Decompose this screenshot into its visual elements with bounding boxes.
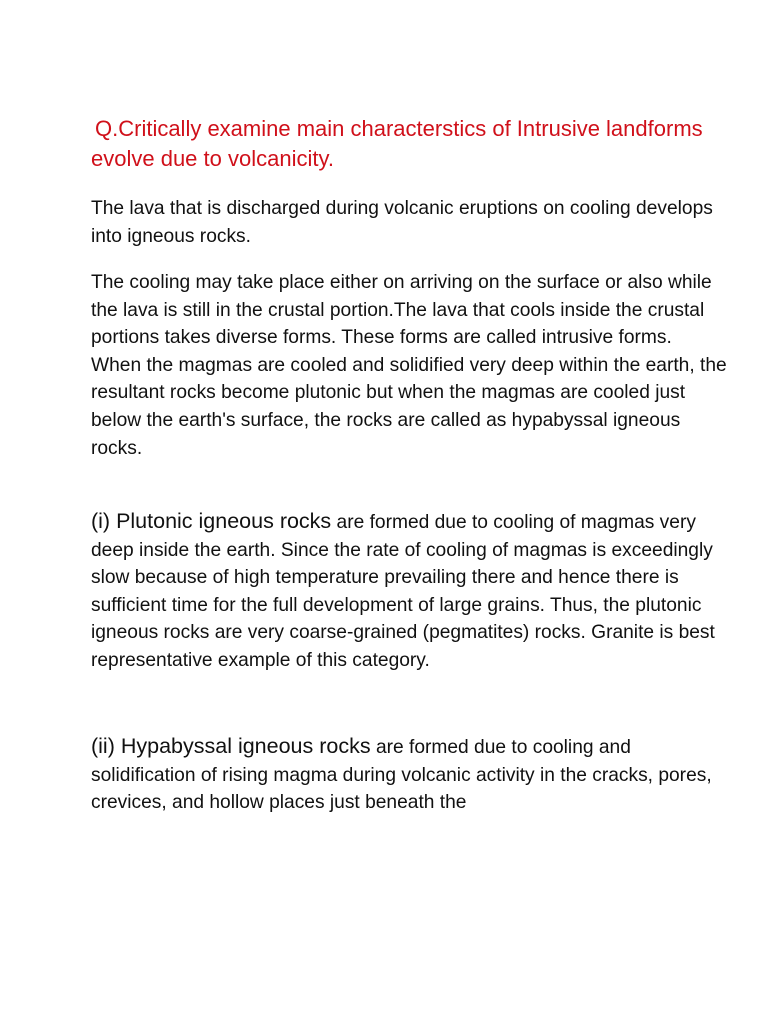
paragraph-hypabyssal <box>91 733 731 817</box>
paragraph-plutonic <box>91 508 731 675</box>
paragraph-text: The cooling may take place either on arriving on the surface or also while the lava is still in the crustal portion.The lava that cools inside the crustal portions takes diverse forms. These forms are called intrusive forms. <box>91 272 712 349</box>
paragraph-continuation: When the magmas are cooled and solidified very deep within the earth, the resultant rocks become plutonic but when the magmas are cooled just below the earth's surface, the rocks are called as hypabyssal igneous rocks. <box>91 354 727 459</box>
paragraph-text: are formed due to cooling and solidification of rising magma during volcanic activity in the cracks, pores, crevices, and hollow places just beneath the <box>91 737 712 814</box>
paragraph-cooling <box>91 269 731 462</box>
term-hypabyssal-igneous-rocks: (ii) Hypabyssal igneous rocks <box>91 734 371 758</box>
paragraph-text: are formed due to cooling of magmas very deep inside the earth. Since the rate of cooling of magmas is exceedingly slow because of high temperature prevailing there and hence there is sufficient time for the full development of large grains. Thus, the plutonic igneous rocks are very coarse-grained (pegmatites) rocks. Granite is best representative example of this category. <box>91 512 715 671</box>
paragraph-lava-discharge <box>91 195 731 250</box>
paragraph-text: The lava that is discharged during volcanic eruptions on cooling develops into igneous rocks. <box>91 198 713 247</box>
term-plutonic-igneous-rocks: (i) Plutonic igneous rocks <box>91 509 332 533</box>
question-heading <box>91 114 741 174</box>
question-text: Q.Critically examine main characterstics of Intrusive landforms evolve due to volcanicity. <box>91 116 703 171</box>
